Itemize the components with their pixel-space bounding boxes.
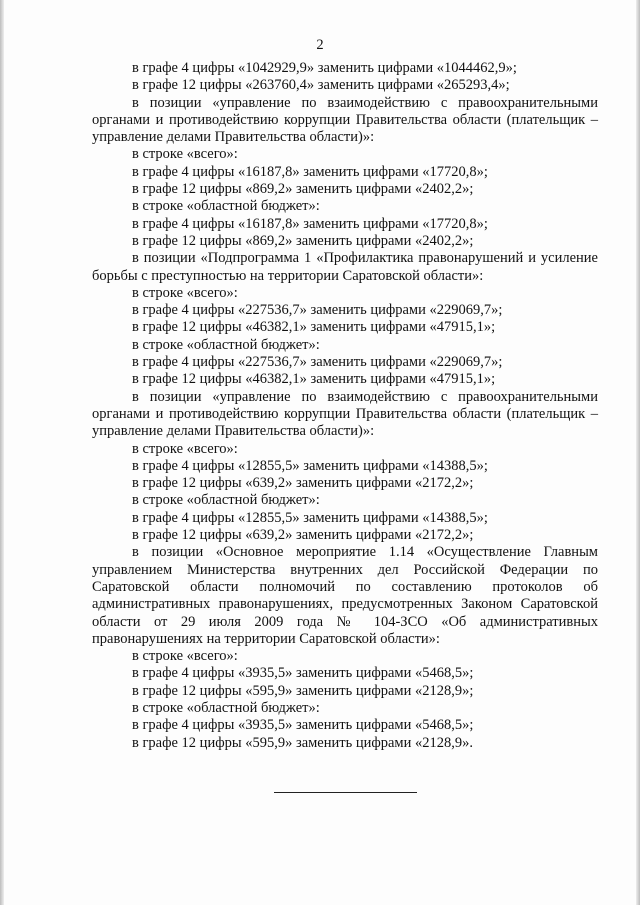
paragraph: в графе 12 цифры «869,2» заменить цифрами «2402,2»; (132, 181, 474, 198)
paragraph: в графе 4 цифры «227536,7» заменить цифрами «229069,7»; (132, 354, 503, 371)
paragraph: в графе 12 цифры «595,9» заменить цифрами «2128,9». (132, 734, 473, 751)
paragraph: в строке «всего»: (132, 648, 238, 665)
paragraph: в графе 4 цифры «12855,5» заменить цифрами «14388,5»; (132, 509, 488, 526)
paragraph: в позиции «управление по взаимодействию с правоохранительными органами и противодействию коррупции Правительства области (плательщик – управление делами Правительства области)»: (92, 388, 598, 440)
paragraph: в графе 4 цифры «16187,8» заменить цифрами «17720,8»; (132, 215, 488, 232)
paragraph: в позиции «Подпрограмма 1 «Профилактика правонарушений и усиление борьбы с преступностью на территории Саратовской области»: (92, 250, 598, 284)
paragraph: в графе 12 цифры «46382,1» заменить цифрами «47915,1»; (132, 319, 496, 336)
closing-divider-line (274, 792, 417, 793)
document-body (92, 60, 598, 752)
paragraph: в графе 4 цифры «16187,8» заменить цифрами «17720,8»; (132, 163, 488, 180)
paragraph: в графе 12 цифры «869,2» заменить цифрами «2402,2»; (132, 232, 474, 249)
paragraph: в позиции «Основное мероприятие 1.14 «Осуществление Главным управлением Министерства внутренних дел Российской Федерации по Саратовской области полномочий по составлению протоколов об административных правонарушениях, предусмотренных Законом Саратовской области от 29 июля 2009 года № 104-ЗСО «Об административных правонарушениях на территории Саратовской области»: (92, 544, 598, 647)
paragraph: в строке «всего»: (132, 284, 238, 301)
paragraph: в графе 12 цифры «263760,4» заменить цифрами «265293,4»; (132, 77, 510, 94)
page-number: 2 (316, 37, 324, 53)
scan-edge-left (0, 0, 4, 905)
paragraph: в графе 4 цифры «3935,5» заменить цифрами «5468,5»; (132, 665, 474, 682)
paragraph: в строке «областной бюджет»: (132, 336, 320, 353)
paragraph: в строке «всего»: (132, 440, 238, 457)
paragraph: в графе 4 цифры «12855,5» заменить цифрами «14388,5»; (132, 457, 488, 474)
paragraph: в строке «областной бюджет»: (132, 492, 320, 509)
paragraph: в графе 4 цифры «3935,5» заменить цифрами «5468,5»; (132, 717, 474, 734)
paragraph: в графе 12 цифры «46382,1» заменить цифрами «47915,1»; (132, 371, 496, 388)
paragraph: в графе 12 цифры «639,2» заменить цифрами «2172,2»; (132, 527, 474, 544)
paragraph: в позиции «управление по взаимодействию с правоохранительными органами и противодействию коррупции Правительства области (плательщик – управление делами Правительства области)»: (92, 94, 598, 146)
paragraph: в графе 4 цифры «1042929,9» заменить цифрами «1044462,9»; (132, 60, 517, 76)
paragraph: в графе 12 цифры «595,9» заменить цифрами «2128,9»; (132, 682, 474, 699)
paragraph: в графе 12 цифры «639,2» заменить цифрами «2172,2»; (132, 475, 474, 492)
paragraph: в строке «областной бюджет»: (132, 699, 320, 716)
paragraph: в графе 4 цифры «227536,7» заменить цифрами «229069,7»; (132, 302, 503, 319)
scan-edge-right (636, 0, 640, 905)
paragraph: в строке «областной бюджет»: (132, 198, 320, 215)
paragraph: в строке «всего»: (132, 146, 238, 163)
